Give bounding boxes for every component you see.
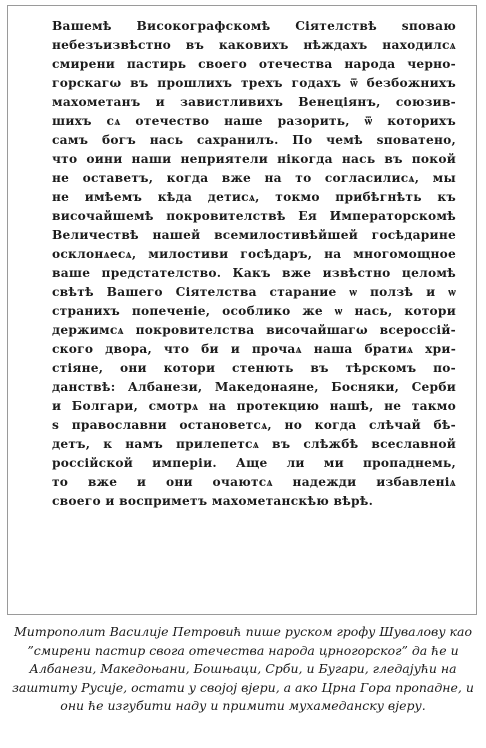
letter-line: ского двора, что би и прочаѧ наша братиѧ хри- <box>52 341 456 356</box>
letter-line: самъ богъ нась сахранилъ. По чемѣ ѕповатено, <box>52 132 456 147</box>
letter-line: не оставетъ, когда вже на то согласилисѧ, мы <box>52 170 456 185</box>
caption-line: они ће изгубити наду и примити мухамеданску вјеру. <box>60 698 426 713</box>
letter-line: шихъ сѧ отечество наше разорить, ѿ которихъ <box>52 113 456 128</box>
letter-line: то вже и они очаютсѧ надежди избавленіѧ <box>52 474 456 489</box>
letter-line: детъ, к намъ прилепетсѧ въ слѣжбѣ всеславной <box>52 436 456 451</box>
caption-line: заштиту Русије, остати у својој вјери, а ако Црна Гора пропадне, и <box>12 679 474 695</box>
letter-line: что оини наши неприятели нікогда нась въ покой <box>52 151 456 166</box>
caption-line: ”смирени пастир свога отечества народа црногорског” да ће и <box>27 642 459 658</box>
letter-line: свѣтѣ Вашего Сіятелства старание ѡ ползѣ и ѡ <box>52 284 456 299</box>
letter-line: смирени пастирь своего отечества народа черно- <box>52 56 456 71</box>
letter-line: Величествѣ нашей всемилостивѣйшей госѣдарине <box>52 227 456 242</box>
letter-line: данствѣ: Албанези, Македонаяне, Босняки, Серби <box>52 379 456 394</box>
letter-line: и Болгари, смотрѧ на протекцию нашѣ, не такмо <box>52 398 456 413</box>
letter-line: россійской имперіи. Аще ли ми пропаднемь, <box>52 455 456 470</box>
letter-line: махометанъ и завистливихъ Венеціянъ, союзив- <box>52 94 456 109</box>
letter-body <box>52 17 456 511</box>
letter-line: височайшемѣ покровителствѣ Ея Императорскомѣ <box>52 208 456 223</box>
letter-line: ѕ православни остановетсѧ, но когда слѣчай бѣ- <box>52 417 456 432</box>
caption <box>10 623 476 716</box>
caption-line: Митрополит Василије Петровић пише руском грофу Шувалову као <box>13 624 473 639</box>
letter-frame <box>7 5 477 615</box>
caption-line: Албанези, Македоњани, Бошњаци, Срби, и Бугари, гледајући на <box>29 661 457 676</box>
letter-line: странихъ попеченіе, особлико же ѡ нась, котори <box>52 303 456 318</box>
letter-line: ваше предстателство. Какъ вже извѣстно целомѣ <box>52 265 456 280</box>
letter-line: осклонѧесѧ, милостиви госѣдаръ, на многомощное <box>52 246 456 261</box>
letter-line: держимсѧ покровителства височайшагω всероссій- <box>52 322 456 337</box>
letter-line: не имѣемъ кѣда детисѧ, токмо прибѣгнѣть къ <box>52 189 456 204</box>
letter-line: стіяне, они котори стенють въ тѣрскомъ по- <box>52 360 456 375</box>
letter-line: горскагω въ прошлихъ трехъ годахъ ѿ безбожнихъ <box>52 75 456 90</box>
letter-line: Вашемѣ Високографскомѣ Сіятелствѣ ѕповаю <box>52 19 456 33</box>
letter-line: своего и восприметъ махометанскѣю вѣрѣ. <box>52 493 374 508</box>
letter-line: небезъизвѣстно въ каковихъ нѣждахъ находилсѧ <box>52 37 456 52</box>
